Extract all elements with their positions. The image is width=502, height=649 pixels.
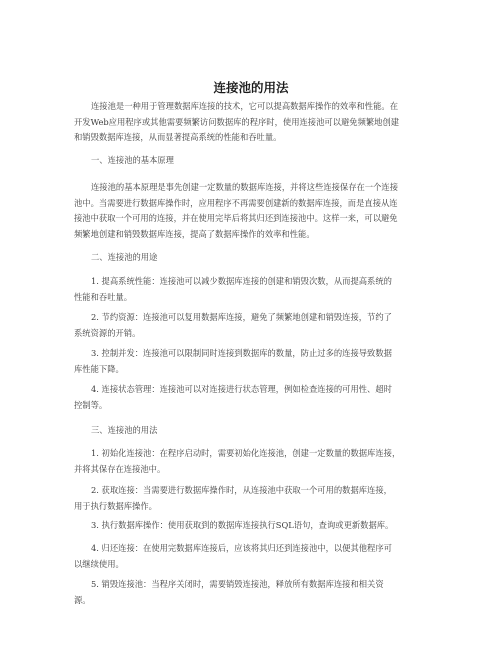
section-heading-3: 三、连接池的用法 (91, 425, 158, 435)
text-line: 2. 获取连接：当需要进行数据库操作时，从连接池中获取一个可用的数据库连接， (91, 485, 392, 495)
list-item (74, 483, 446, 514)
section-1-paragraph (74, 180, 446, 242)
text-line: 源。 (74, 594, 91, 605)
list-item (74, 382, 446, 413)
text-line: 3. 控制并发：连接池可以限制同时连接到数据库的数量，防止过多的连接导致数据 (91, 348, 392, 358)
list-item (74, 274, 446, 305)
section-heading-1: 一、连接池的基本原理 (91, 155, 174, 165)
text-line: 控制等。 (74, 399, 108, 410)
list-item (74, 541, 446, 572)
text-line: 2. 节约资源：连接池可以复用数据库连接，避免了频繁地创建和销毁连接，节约了 (91, 312, 392, 322)
text-line: 连接池的基本原理是事先创建一定数量的数据库连接，并将这些连接保存在一个连接 (91, 182, 398, 192)
text-line: 连接池是一种用于管理数据库连接的技术，它可以提高数据库操作的效率和性能。在 (91, 101, 398, 111)
text-line: 1. 提高系统性能：连接池可以减少数据库连接的创建和销毁次数，从而提高系统的 (91, 276, 392, 286)
text-line: 频繁地创建和销毁数据库连接，提高了数据库操作的效率和性能。 (74, 228, 315, 239)
text-line: 以继续使用。 (74, 558, 124, 569)
text-line: 3. 执行数据库操作：使用获取到的数据库连接执行SQL语句，查询或更新数据库。 (91, 520, 394, 530)
list-item (74, 518, 446, 534)
text-line: 4. 连接状态管理：连接池可以对连接进行状态管理，例如检查连接的可用性、超时 (91, 384, 392, 394)
text-line: 池中。当需要进行数据库操作时，应用程序不再需要创建新的数据库连接，而是直接从连 (74, 197, 398, 208)
text-line: 4. 归还连接：在使用完数据库连接后，应该将其归还到连接池中，以便其他程序可 (91, 543, 392, 553)
list-item (74, 310, 446, 341)
text-line: 和销毁数据库连接，从而显著提高系统的性能和吞吐量。 (74, 132, 282, 142)
section-heading-2: 二、连接池的用途 (91, 252, 158, 262)
list-item (74, 577, 446, 608)
text-line: 系统资源的开销。 (74, 327, 141, 338)
text-line: 并将其保存在连接池中。 (74, 463, 166, 474)
list-item (74, 346, 446, 377)
text-line: 库性能下降。 (74, 363, 124, 374)
text-line: 性能和吞吐量。 (74, 291, 133, 302)
text-line: 1. 初始化连接池：在程序启动时，需要初始化连接池，创建一定数量的数据库连接， (91, 448, 401, 458)
text-line: 接池中获取一个可用的连接，并在使用完毕后将其归还到连接池中。这样一来，可以避免 (74, 213, 398, 223)
list-item (74, 446, 446, 477)
document-title: 连接池的用法 (213, 80, 289, 95)
text-line: 5. 销毁连接池：当程序关闭时，需要销毁连接池，释放所有数据库连接和相关资 (91, 579, 384, 589)
text-line: 用于执行数据库操作。 (74, 500, 157, 511)
intro-paragraph (74, 99, 446, 146)
text-line: 开发Web应用程序或其他需要频繁访问数据库的程序时，使用连接池可以避免频繁地创建 (74, 116, 400, 127)
